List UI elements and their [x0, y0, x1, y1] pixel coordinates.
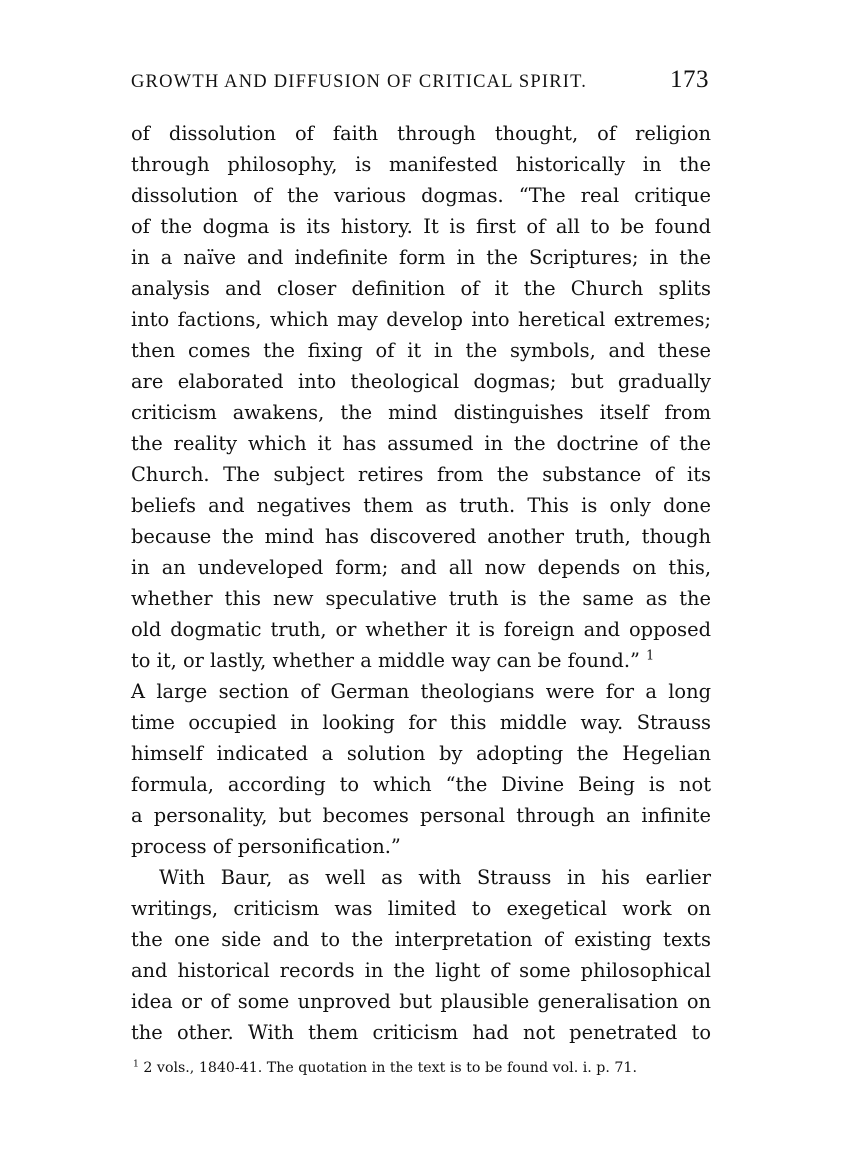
text-line: the one side and to the interpretation of existing texts — [131, 928, 711, 951]
text-line: analysis and closer definition of it the Church splits — [131, 277, 711, 300]
text-line: the reality which it has assumed in the doctrine of the — [131, 432, 711, 455]
text-line: in a naïve and indefinite form in the Scriptures; in the — [131, 246, 711, 269]
footnote-marker: 1 — [133, 1058, 139, 1070]
footnote-text: 2 vols., 1840-41. The quotation in the text is to be found vol. i. p. 71. — [143, 1060, 637, 1076]
footnote-reference: 1 — [646, 647, 655, 663]
text-line: beliefs and negatives them as truth. This is only done — [131, 494, 711, 517]
text-line: to it, or lastly, whether a middle way can be found.” — [131, 649, 640, 672]
text-line: whether this new speculative truth is the same as the — [131, 587, 711, 610]
page-number: 173 — [670, 66, 709, 93]
text-line: A large section of German theologians were for a long — [131, 680, 711, 703]
text-line: Church. The subject retires from the substance of its — [131, 463, 711, 486]
text-line: in an undeveloped form; and all now depends on this, — [131, 556, 711, 579]
text-line: time occupied in looking for this middle way. Strauss — [131, 711, 711, 734]
text-line: then comes the fixing of it in the symbols, and these — [131, 339, 711, 362]
text-line: criticism awakens, the mind distinguishes itself from — [131, 401, 711, 424]
page-header — [131, 66, 709, 100]
running-head: GROWTH AND DIFFUSION OF CRITICAL SPIRIT. — [131, 72, 588, 92]
text-line: through philosophy, is manifested historically in the — [131, 153, 711, 176]
text-line: process of personification.” — [131, 835, 401, 858]
text-line-with-footnote — [131, 645, 711, 676]
text-line: formula, according to which “the Divine Being is not — [131, 773, 711, 796]
text-line: and historical records in the light of some philosophical — [131, 959, 711, 982]
text-line: a personality, but becomes personal through an infinite — [131, 804, 711, 827]
text-line: are elaborated into theological dogmas; but gradually — [131, 370, 711, 393]
text-line: of the dogma is its history. It is first of all to be found — [131, 215, 711, 238]
footnote — [133, 1060, 711, 1076]
text-line: old dogmatic truth, or whether it is foreign and opposed — [131, 618, 711, 641]
text-line: With Baur, as well as with Strauss in his earlier — [159, 866, 711, 889]
text-line: idea or of some unproved but plausible generalisation on — [131, 990, 711, 1013]
text-line: dissolution of the various dogmas. “The real critique — [131, 184, 711, 207]
text-line: the other. With them criticism had not penetrated to — [131, 1021, 711, 1044]
text-line: writings, criticism was limited to exegetical work on — [131, 897, 711, 920]
text-line: of dissolution of faith through thought, of religion — [131, 122, 711, 145]
text-line: himself indicated a solution by adopting the Hegelian — [131, 742, 711, 765]
text-line: because the mind has discovered another truth, though — [131, 525, 711, 548]
text-line: into factions, which may develop into heretical extremes; — [131, 308, 711, 331]
body-text — [131, 118, 711, 1048]
